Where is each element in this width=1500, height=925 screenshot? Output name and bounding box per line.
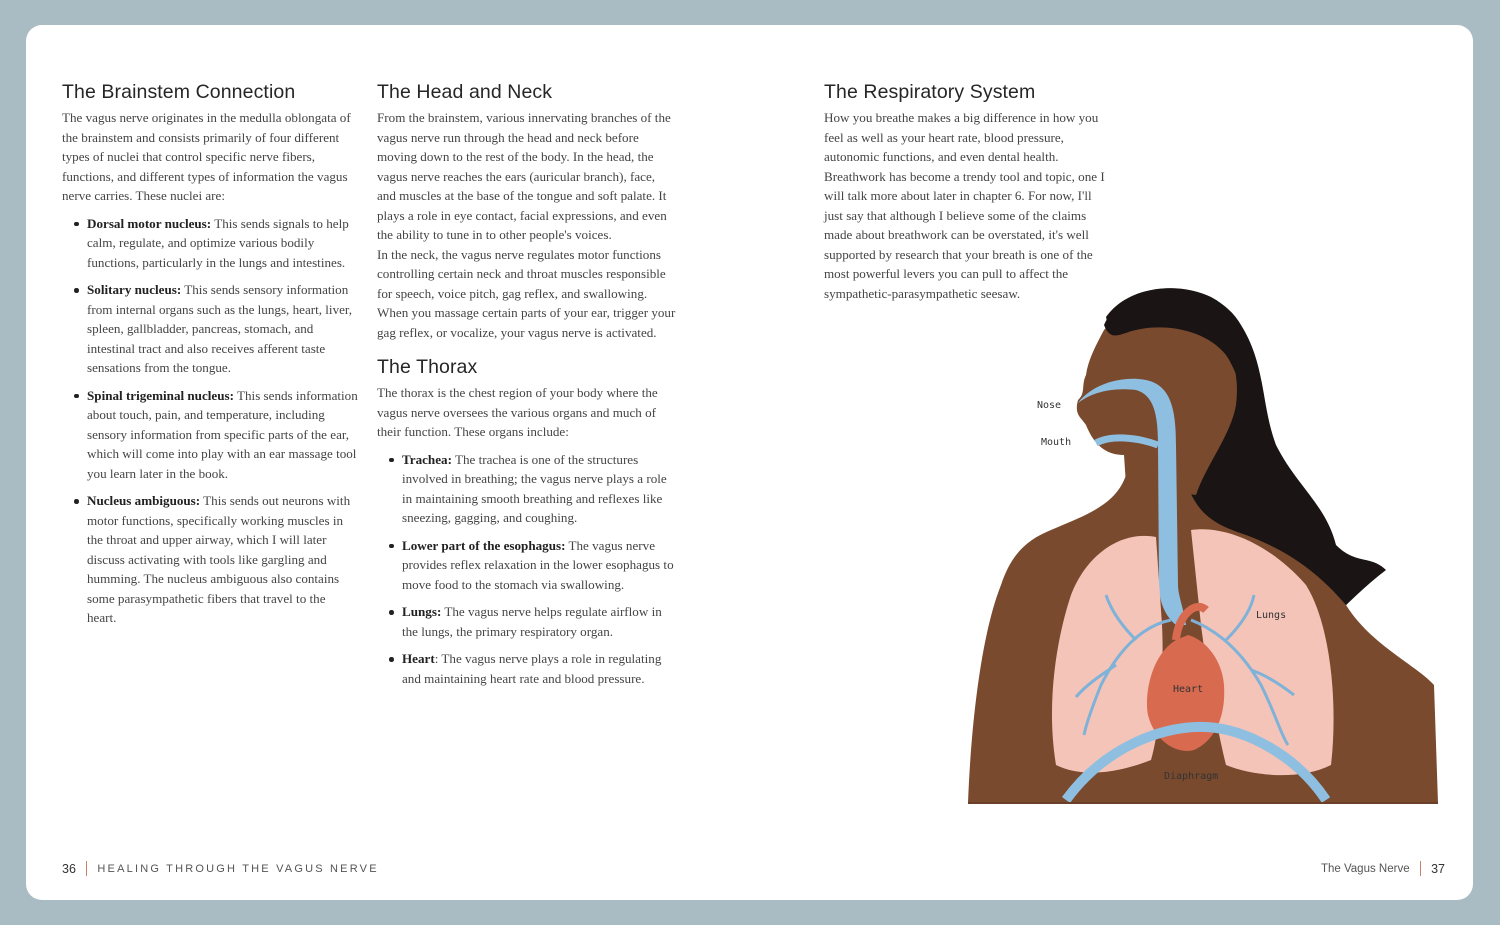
footer-divider bbox=[86, 861, 88, 876]
running-title-left: HEALING THROUGH THE VAGUS NERVE bbox=[97, 862, 379, 875]
label-nose: Nose bbox=[1037, 400, 1062, 411]
label-lungs: Lungs bbox=[1256, 610, 1287, 621]
footer-right bbox=[1321, 861, 1445, 876]
list-item-term: Spinal trigeminal nucleus: bbox=[87, 387, 234, 403]
running-title-right: The Vagus Nerve bbox=[1320, 862, 1410, 875]
list-item-term: Lower part of the esophagus: bbox=[402, 537, 566, 553]
label-mouth: Mouth bbox=[1041, 437, 1072, 448]
label-heart: Heart bbox=[1173, 684, 1204, 695]
footer-left bbox=[62, 861, 379, 876]
list-item-text: The trachea is one of the structures involved in breathing; the vagus nerve plays a role in maintaining smooth breathing and reflexes like sneezing, gagging, and coughing. bbox=[402, 451, 667, 525]
page-number-right: 37 bbox=[1431, 861, 1445, 876]
list-item-text: The vagus nerve provides reflex relaxation in the lower esophagus to move food to the stomach via swallowing. bbox=[402, 537, 674, 592]
list-item-term: Nucleus ambiguous: bbox=[87, 493, 201, 508]
list-item-text: This sends information about touch, pain, and temperature, including sensory information from specific parts of the ear, which will come into play with an ear massage tool you learn later in the book. bbox=[87, 387, 358, 481]
head-neck-para2: In the neck, the vagus nerve regulates motor functions controlling certain neck and throat muscles responsible for speech, voice pitch, gag reflex, and swallowing. When you massage certain parts of your ear, trigger your gag reflex, or vocalize, your vagus nerve is activated. bbox=[377, 246, 676, 340]
head-neck-para1: From the brainstem, various innervating branches of the vagus nerve run through the head and neck before moving down to the rest of the body. In the head, the vagus nerve reaches the ears (auricular branch), face, and muscles at the base of the tongue and soft palate. It plays a role in eye contact, facial expressions, and even the ability to tune in to other people's voices. bbox=[377, 110, 671, 242]
list-item-term: Lungs: bbox=[402, 604, 442, 619]
label-diaphragm: Diaphragm bbox=[1164, 771, 1219, 782]
list-item-text: This sends out neurons with motor functions, specifically working muscles in the throat and upper airway, which I will later discuss activating with tools like gargling and humming. The nucleus ambiguous also contains some parasympathetic fibers that travel to the heart. bbox=[87, 493, 351, 625]
book-spread bbox=[26, 25, 1473, 900]
column-respiratory bbox=[824, 81, 1106, 303]
thorax-intro: The thorax is the chest region of your body where the vagus nerve oversees the various organs and much of their function. These organs include: bbox=[377, 385, 658, 439]
respiratory-para: How you breathe makes a big difference in how you feel as well as your heart rate, blood pressure, autonomic functions, and even dental health. Breathwork has become a trendy tool and topic, one I will talk more about later in chapter 6. For now, I'll just say that although I believe some of the claims made about breathwork can be overstated, it's well supported by research that your breath is one of the most powerful levers you can pull to affect the sympathetic-parasympathetic seesaw. bbox=[824, 110, 1105, 301]
footer-divider bbox=[1420, 861, 1422, 876]
heading-respiratory: The Respiratory System bbox=[824, 81, 1036, 103]
list-item-term: Heart bbox=[402, 651, 435, 666]
list-item-text: This sends signals to help calm, regulate, and optimize various bodily functions, particularly in the lungs and intestines. bbox=[87, 215, 349, 270]
list-item-term: Trachea: bbox=[402, 451, 452, 467]
brainstem-intro: The vagus nerve originates in the medulla oblongata of the brainstem and consists primarily of four different types of nuclei that control specific nerve fibers, functions, and different types of information the vagus nerve carries. These nuclei are: bbox=[62, 110, 351, 203]
heading-brainstem: The Brainstem Connection bbox=[62, 81, 296, 103]
heading-head-neck: The Head and Neck bbox=[377, 81, 553, 103]
list-item-term: Dorsal motor nucleus: bbox=[87, 215, 212, 231]
list-item-text: This sends sensory information from internal organs such as the lungs, heart, liver, spleen, gallbladder, pancreas, stomach, and intestinal tract and also receives afferent taste sensations from the tongue. bbox=[87, 282, 353, 375]
list-item-text: The vagus nerve helps regulate airflow in the lungs, the primary respiratory organ. bbox=[402, 604, 662, 639]
respiratory-illustration bbox=[26, 25, 1473, 900]
page-number-left: 36 bbox=[62, 861, 76, 876]
list-item-term: Solitary nucleus: bbox=[87, 282, 182, 297]
heading-thorax: The Thorax bbox=[377, 356, 478, 378]
list-item-text: : The vagus nerve plays a role in regulating and maintaining heart rate and blood pressure. bbox=[402, 651, 662, 686]
